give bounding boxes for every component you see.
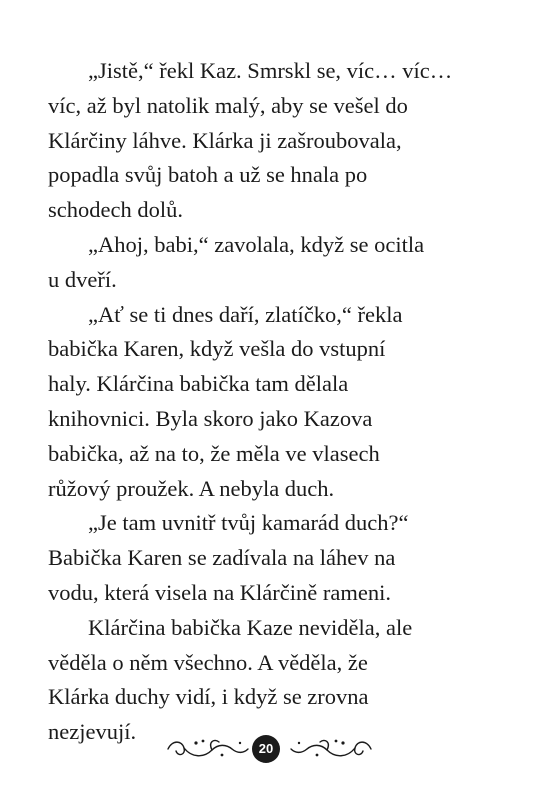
text-line: víc, až byl natolik malý, aby se vešel do bbox=[48, 92, 408, 118]
text-line: „Ať se ti dnes daří, zlatíčko,“ řekla bbox=[88, 301, 403, 327]
paragraph bbox=[48, 54, 498, 228]
text-line: Klárka duchy vidí, i když se zrovna bbox=[48, 684, 369, 710]
text-line: „Jistě,“ řekl Kaz. Smrskl se, víc… víc… bbox=[88, 58, 453, 83]
text-line: babička, až na to, že měla ve vlasech bbox=[48, 440, 380, 466]
text-line: schodech dolů. bbox=[48, 197, 183, 223]
text-line: Klárčina babička Kaze neviděla, ale bbox=[88, 614, 413, 640]
text-line: vodu, která visela na Klárčině rameni. bbox=[48, 579, 391, 605]
page-number: 20 bbox=[252, 735, 280, 763]
body-text bbox=[48, 54, 498, 750]
text-line: knihovnici. Byla skoro jako Kazova bbox=[48, 405, 373, 431]
paragraph bbox=[48, 506, 498, 610]
text-line: věděla o něm všechno. A věděla, že bbox=[48, 649, 368, 675]
paragraph bbox=[48, 228, 498, 298]
text-line: popadla svůj batoh a už se hnala po bbox=[48, 162, 368, 188]
text-line: Babička Karen se zadívala na láhev na bbox=[48, 545, 396, 571]
text-line: babička Karen, když vešla do vstupní bbox=[48, 336, 386, 362]
text-line: „Ahoj, babi,“ zavolala, když se ocitla bbox=[88, 231, 425, 257]
text-line: „Je tam uvnitř tvůj kamarád duch?“ bbox=[88, 510, 409, 536]
text-line: růžový proužek. A nebyla duch. bbox=[48, 475, 335, 501]
text-line: Klárčiny láhve. Klárka ji zašroubovala, bbox=[48, 127, 402, 153]
paragraph bbox=[48, 298, 498, 507]
text-line: haly. Klárčina babička tam dělala bbox=[48, 371, 349, 397]
text-line: nezjevují. bbox=[48, 719, 137, 745]
text-line: u dveří. bbox=[48, 266, 117, 292]
